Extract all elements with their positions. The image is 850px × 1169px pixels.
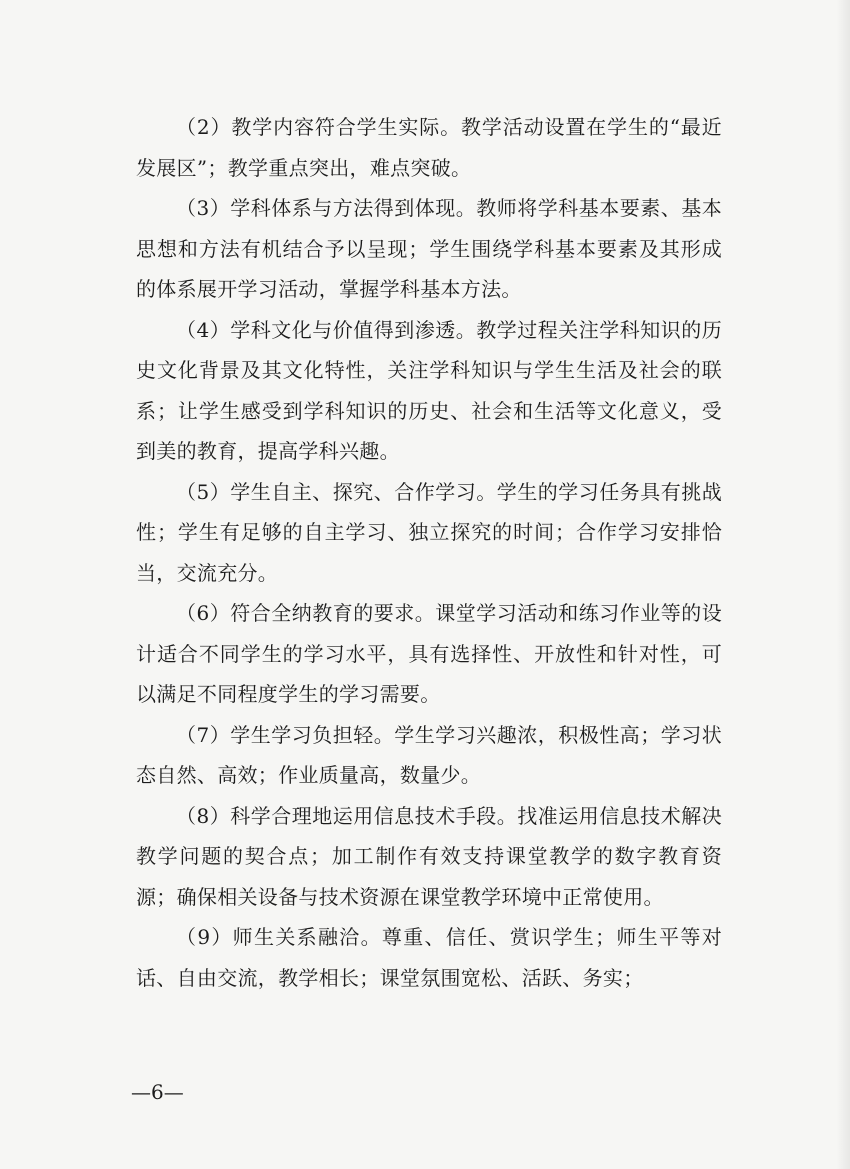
paragraph-9: （9）师生关系融洽。尊重、信任、赏识学生；师生平等对话、自由交流，教学相长；课堂氛围宽松、活跃、务实； [136,925,722,990]
paragraph-5: （5）学生自主、探究、合作学习。学生的学习任务具有挑战性；学生有足够的自主学习、独立探究的时间；合作学习安排恰当，交流充分。 [136,479,722,585]
paragraph-2: （2）教学内容符合学生实际。教学活动设置在学生的“最近发展区”；教学重点突出，难点突破。 [136,115,722,180]
paragraph-6: （6）符合全纳教育的要求。课堂学习活动和练习作业等的设计适合不同学生的学习水平，具有选择性、开放性和针对性，可以满足不同程度学生的学习需要。 [136,601,722,706]
page-number: —6— [131,1080,184,1104]
body-text [136,107,722,998]
page-edge-shadow [836,0,850,1169]
paragraph-4: （4）学科文化与价值得到渗透。教学过程关注学科知识的历史文化背景及其文化特性，关注学科知识与学生生活及社会的联系；让学生感受到学科知识的历史、社会和生活等文化意义，受到美的教育，提高学科兴趣。 [136,317,722,463]
paragraph-7: （7）学生学习负担轻。学生学习兴趣浓，积极性高；学习状态自然、高效；作业质量高，数量少。 [136,722,722,787]
paragraph-8: （8）科学合理地运用信息技术手段。找准运用信息技术解决教学问题的契合点；加工制作有效支持课堂教学的数字教育资源；确保相关设备与技术资源在课堂教学环境中正常使用。 [136,803,722,909]
paragraph-3: （3）学科体系与方法得到体现。教师将学科基本要素、基本思想和方法有机结合予以呈现；学生围绕学科基本要素及其形成的体系展开学习活动，掌握学科基本方法。 [136,196,722,301]
